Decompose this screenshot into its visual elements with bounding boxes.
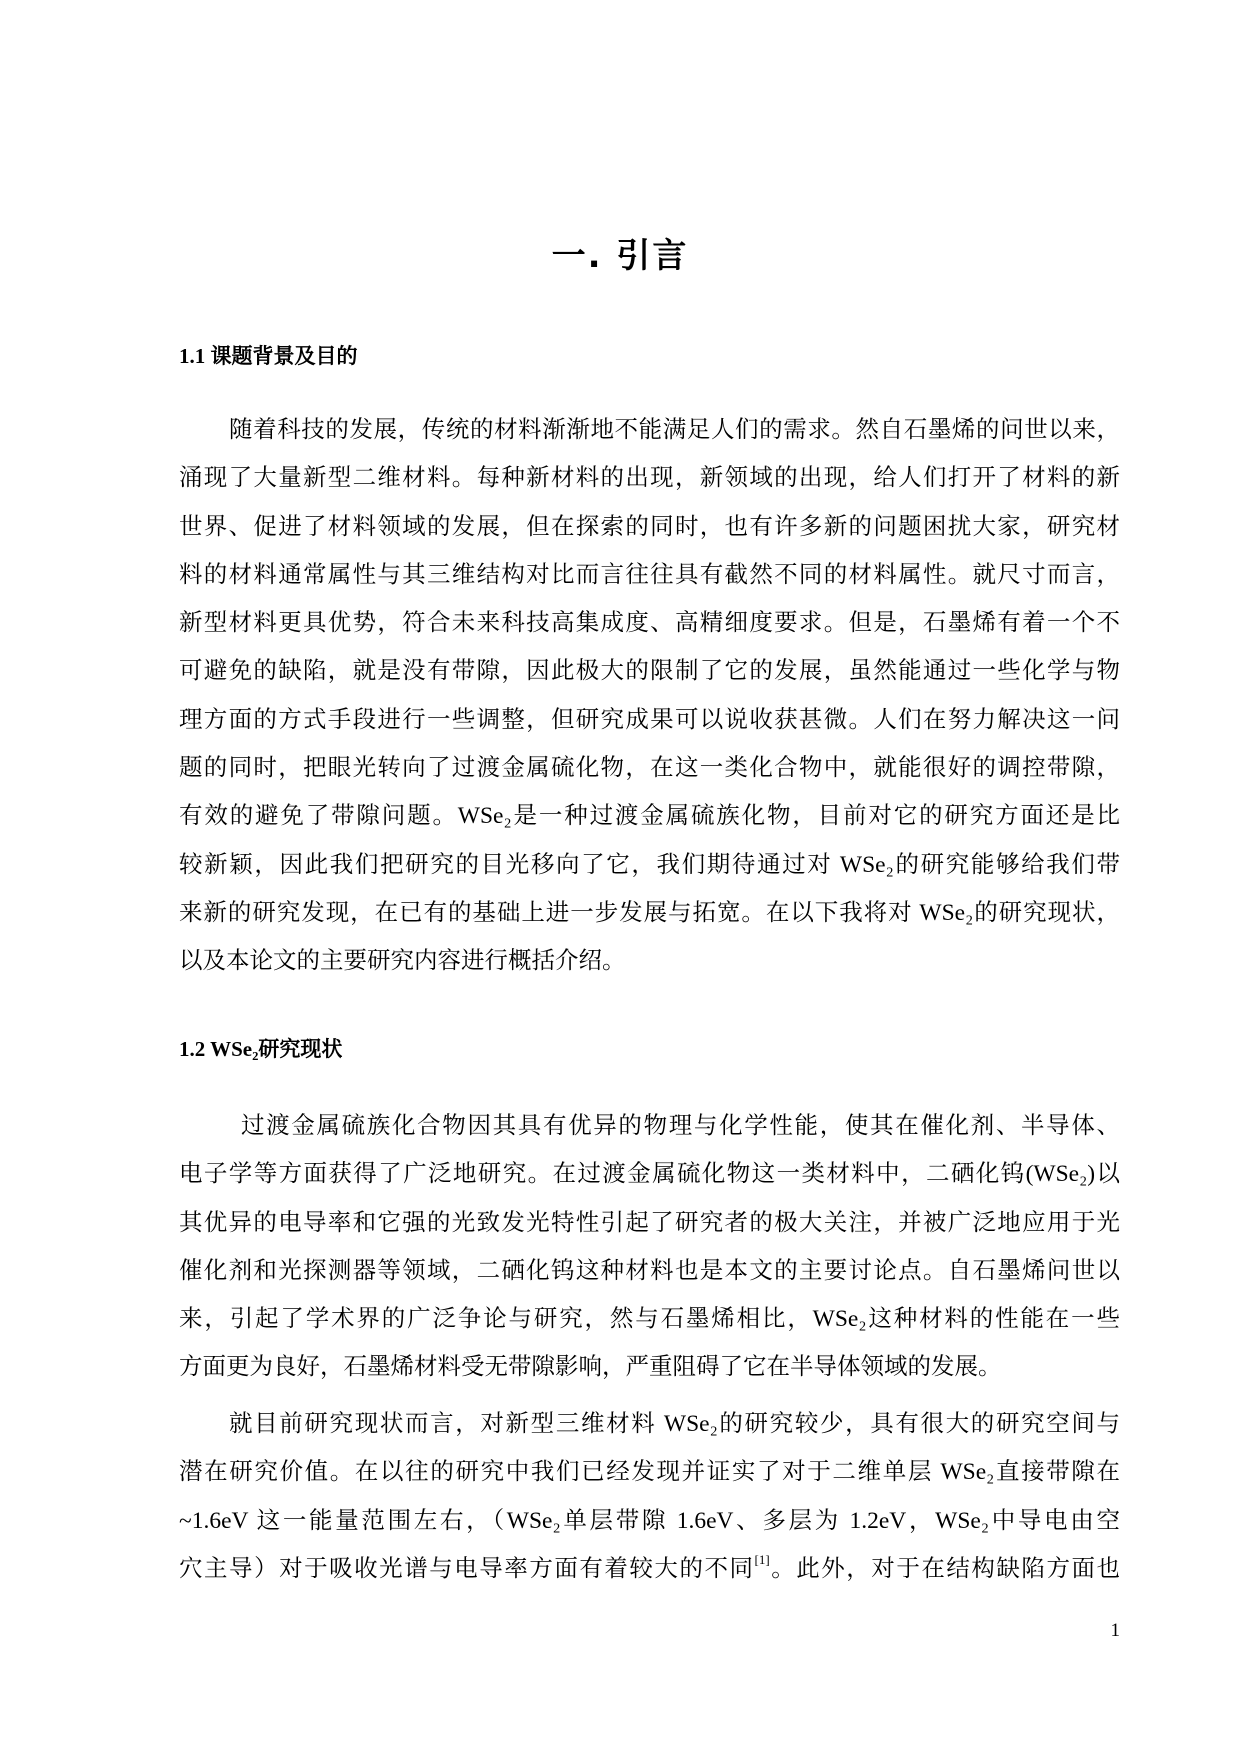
text-line: 电子学等方面获得了广泛地研究。在过渡金属硫化物这一类材料中，二硒化钨(WSe₂)以 (179, 1161, 1120, 1188)
text-line: 来，引起了学术界的广泛争论与研究，然与石墨烯相比，WSe₂这种材料的性能在一些 (179, 1306, 1120, 1333)
paragraph-research-status-1 (179, 1102, 1120, 1392)
citation-reference[interactable]: [1] (754, 1551, 770, 1567)
text-line: 过渡金属硫族化合物因其具有优异的物理与化学性能，使其在催化剂、半导体、 (241, 1113, 1120, 1139)
text-line: 其优异的电导率和它强的光致发光特性引起了研究者的极大关注，并被广泛地应用于光 (179, 1209, 1120, 1236)
text-line: 涌现了大量新型二维材料。每种新材料的出现，新领域的出现，给人们打开了材料的新 (179, 465, 1120, 492)
text-line: 世界、促进了材料领域的发展，但在探索的同时，也有许多新的问题困扰大家，研究材 (179, 513, 1120, 540)
section-heading-1-1: 1.1 课题背景及目的 (179, 344, 358, 368)
text-line: 催化剂和光探测器等领域，二硒化钨这种材料也是本文的主要讨论点。自石墨烯问世以 (179, 1257, 1120, 1284)
text-segment: 穴主导）对于吸收光谱与电导率方面有着较大的不同 (179, 1555, 755, 1582)
text-line: 潜在研究价值。在以往的研究中我们已经发现并证实了对于二维单层 WSe₂直接带隙在 (179, 1459, 1120, 1486)
section-heading-1-2: 1.2 WSe₂研究现状 (179, 1037, 343, 1061)
text-line: 方面更为良好，石墨烯材料受无带隙影响，严重阻碍了它在半导体领域的发展。 (179, 1354, 1002, 1381)
text-line: 较新颖，因此我们把研究的目光移向了它，我们期待通过对 WSe₂的研究能够给我们带 (179, 851, 1120, 878)
text-line: ~1.6eV 这一能量范围左右，（WSe₂单层带隙 1.6eV、多层为 1.2eV，WSe₂中导电由空 (179, 1507, 1120, 1534)
page-number: 1 (1110, 1620, 1120, 1641)
chapter-title: 一. 引言 (551, 236, 689, 276)
text-line: 就目前研究现状而言，对新型三维材料 WSe₂的研究较少，具有很大的研究空间与 (229, 1411, 1120, 1437)
paragraph-research-status-2 (179, 1400, 1120, 1593)
text-line: 题的同时，把眼光转向了过渡金属硫化物，在这一类化合物中，就能很好的调控带隙， (179, 755, 1120, 782)
paragraph-background (179, 406, 1120, 986)
text-line: 料的材料通常属性与其三维结构对比而言往往具有截然不同的材料属性。就尺寸而言， (179, 561, 1120, 588)
text-line: 可避免的缺陷，就是没有带隙，因此极大的限制了它的发展，虽然能通过一些化学与物 (179, 658, 1120, 685)
text-line: 理方面的方式手段进行一些调整，但研究成果可以说收获甚微。人们在努力解决这一问 (179, 706, 1120, 733)
text-segment: 。此外，对于在结构缺陷方面也 (769, 1555, 1121, 1582)
text-line (179, 1545, 1120, 1593)
text-line: 随着科技的发展，传统的材料渐渐地不能满足人们的需求。然自石墨烯的问世以来， (229, 417, 1120, 443)
text-line: 以及本论文的主要研究内容进行概括介绍。 (179, 948, 626, 975)
text-line: 新型材料更具优势，符合未来科技高集成度、高精细度要求。但是，石墨烯有着一个不 (179, 610, 1120, 637)
text-line: 有效的避免了带隙问题。WSe₂是一种过渡金属硫族化物，目前对它的研究方面还是比 (179, 803, 1120, 830)
text-line: 来新的研究发现，在已有的基础上进一步发展与拓宽。在以下我将对 WSe₂的研究现状， (179, 899, 1120, 926)
